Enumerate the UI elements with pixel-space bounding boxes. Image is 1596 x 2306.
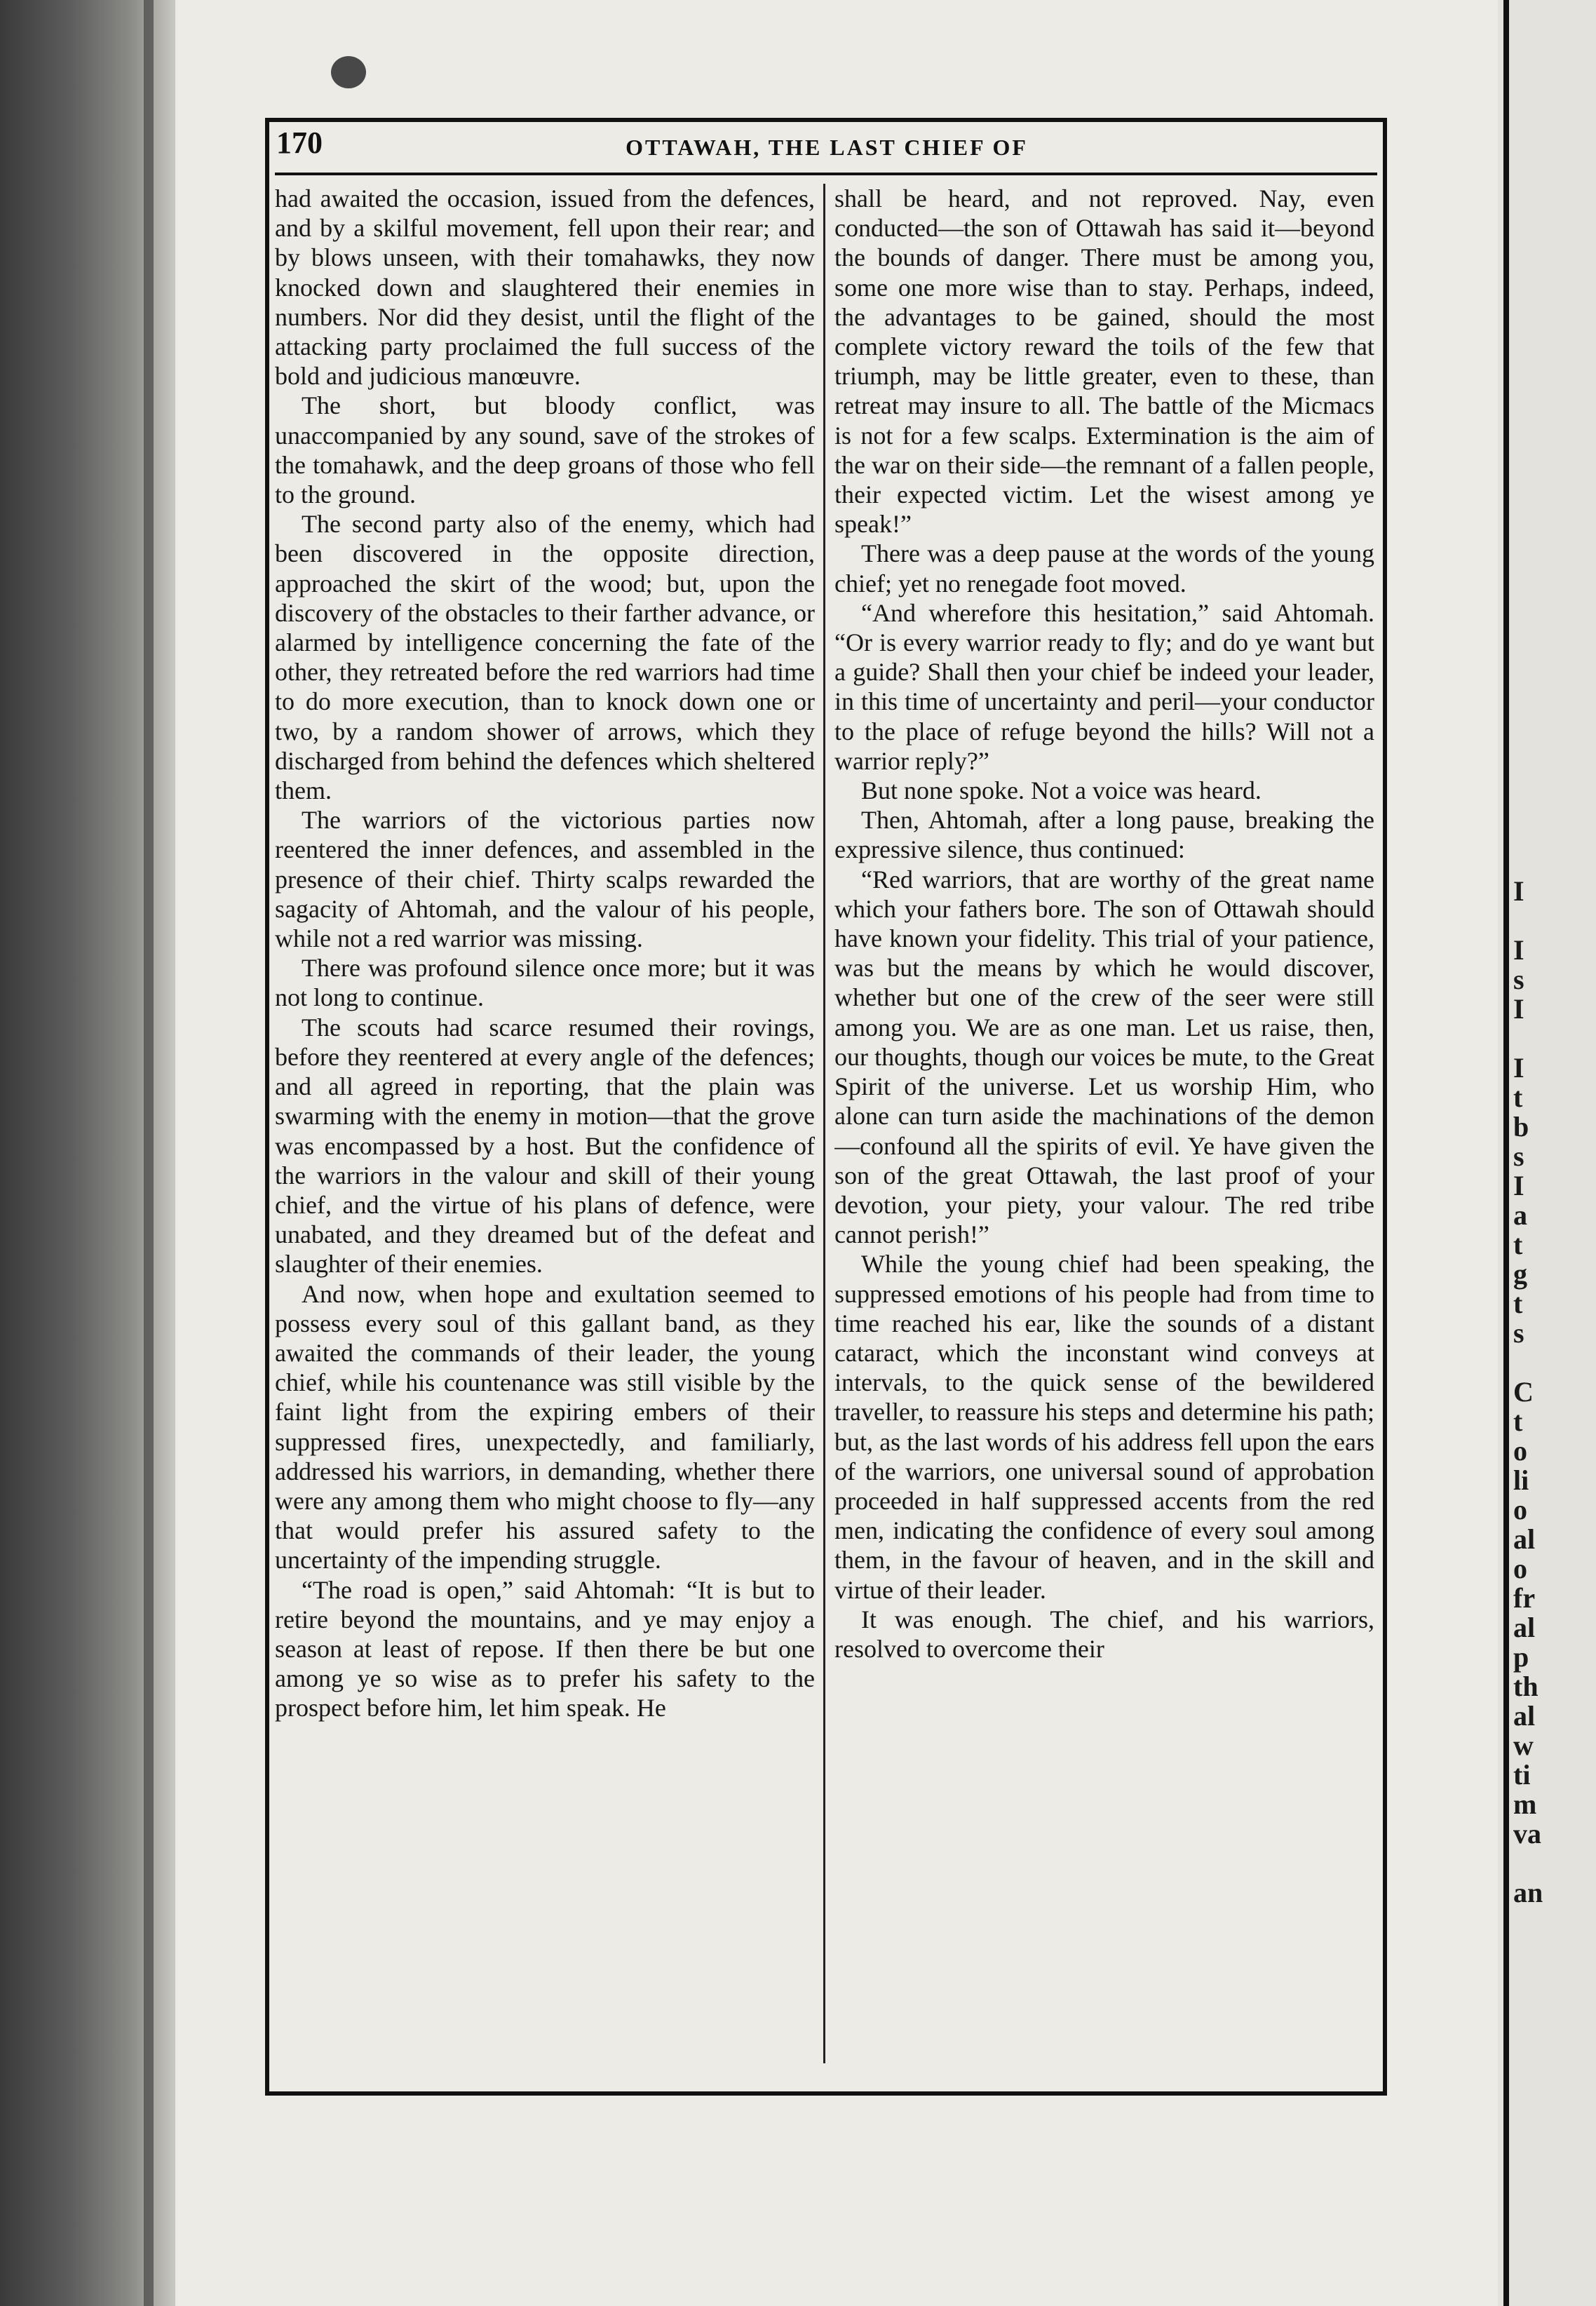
text-column-right [834,184,1374,2058]
paragraph: The scouts had scarce resumed their rovings, before they reentered at every angle of the defences; and all agreed in reporting, that the plain was swarming with the enemy in motion—that the grove was encompassed by a host. But the confidence of the warriors in the valour and skill of their young chief, and the virtue of his plans of defence, were unabated, and they dreamed but of the defeat and slaughter of their enemies. [275,1013,815,1279]
paragraph: It was enough. The chief, and his warriors, resolved to overcome their [834,1605,1374,1663]
text-column-left [275,184,815,2058]
page-number: 170 [276,126,323,160]
paragraph: Then, Ahtomah, after a long pause, breaking the expressive silence, thus continued: [834,806,1374,864]
paragraph: The warriors of the victorious parties now reentered the inner defences, and assembled in the presence of their chief. Thirty scalps rewarded the sagacity of Ahtomah, and the valour of his people, while not a red warrior was missing. [275,806,815,953]
paragraph: There was profound silence once more; but it was not long to continue. [275,954,815,1012]
header-rule [275,173,1377,175]
paragraph: There was a deep pause at the words of the young chief; yet no renegade foot moved. [834,539,1374,598]
book-gutter-shadow [0,0,175,2306]
paragraph: had awaited the occasion, issued from the defences, and by a skilful movement, fell upon their rear; and by blows unseen, with their tomahawks, they now knocked down and slaughtered their enemies in numbers. Nor did they desist, until the flight of the attacking party proclaimed the full success of the bold and judicious manœuvre. [275,184,815,391]
paragraph: The second party also of the enemy, which had been discovered in the opposite direction, approached the skirt of the wood; but, upon the discovery of the obstacles to their farther advance, or alarmed by intelligence concerning the fate of the other, they retreated before the red warriors had time to do more execution, than to knock down one or two, by a random shower of arrows, which they discharged from behind the defences which sheltered them. [275,510,815,805]
ink-blot [331,56,366,88]
facing-page-text-fragments: I I s I I t b s I a t g t s C t o li o al o fr al p th al w ti m va an [1513,875,1543,1908]
page-header [276,125,1377,168]
paragraph: “And wherefore this hesitation,” said Ahtomah. “Or is every warrior ready to fly; and do ye want but a guide? Shall then your chief be indeed your leader, in this time of uncertainty and peril—your conductor to the place of refuge beyond the hills? Will not a warrior reply?” [834,598,1374,775]
paragraph: But none spoke. Not a voice was heard. [861,776,1262,805]
paragraph: “Red warriors, that are worthy of the great name which your fathers bore. The son of Ottawah should have known your fidelity. This trial of your patience, was but the means by which he would discover, whether but one of the crew of the seer were still among you. We are as one man. Let us raise, then, our thoughts, though our voices be mute, to the Great Spirit of the universe. Let us worship Him, who alone can turn aside the machinations of the demon—confound all the spirits of evil. Ye have given the son of the great Ottawah, the last proof of your devotion, your piety, your valour. The red tribe cannot perish!” [834,865,1374,1249]
paragraph: And now, when hope and exultation seemed to possess every soul of this gallant band, as they awaited the commands of their leader, the young chief, while his countenance was still visible by the faint light from the expiring embers of their suppressed fires, unexpectedly, and familiarly, addressed his warriors, in demanding, whether there were any among them who might choose to fly—any that would prefer his assured safety to the uncertainty of the impending struggle. [275,1279,815,1575]
facing-page-edge [1498,0,1596,2306]
paragraph: shall be heard, and not reproved. Nay, even conducted—the son of Ottawah has said it—beyond the bounds of danger. There must be among you, some one more wise than to stay. Perhaps, indeed, the advantages to be gained, should the most complete victory reward the toils of the few that triumph, may be little greater, even to these, than retreat may insure to all. The battle of the Micmacs is not for a few scalps. Extermination is the aim of the war on their side—the remnant of a fallen people, their expected victim. Let the wisest among ye speak!” [834,184,1374,539]
running-title: OTTAWAH, THE LAST CHIEF OF [625,135,1028,160]
paragraph: While the young chief had been speaking, the suppressed emotions of his people had from time to time reached his ear, like the sounds of a distant cataract, which the inconstant wind conveys at intervals, to the quick sense of the bewildered traveller, to reassure his steps and determine his path; but, as the last words of his address fell upon the ears of the warriors, one universal sound of approbation proceeded in half suppressed accents from the red men, indicating the confidence of every soul among them, in the favour of heaven, and in the skill and virtue of their leader. [834,1250,1374,1604]
paragraph: The short, but bloody conflict, was unaccompanied by any sound, save of the strokes of the tomahawk, and the deep groans of those who fell to the ground. [275,391,815,509]
gutter-fold [144,0,154,2306]
paragraph: “The road is open,” said Ahtomah: “It is but to retire beyond the mountains, and ye may enjoy a season at least of repose. If then there be but one among ye so wise as to prefer his safety to the prospect before him, let him speak. He [275,1575,815,1722]
column-divider [823,184,825,2063]
facing-page-rule [1503,0,1509,2306]
